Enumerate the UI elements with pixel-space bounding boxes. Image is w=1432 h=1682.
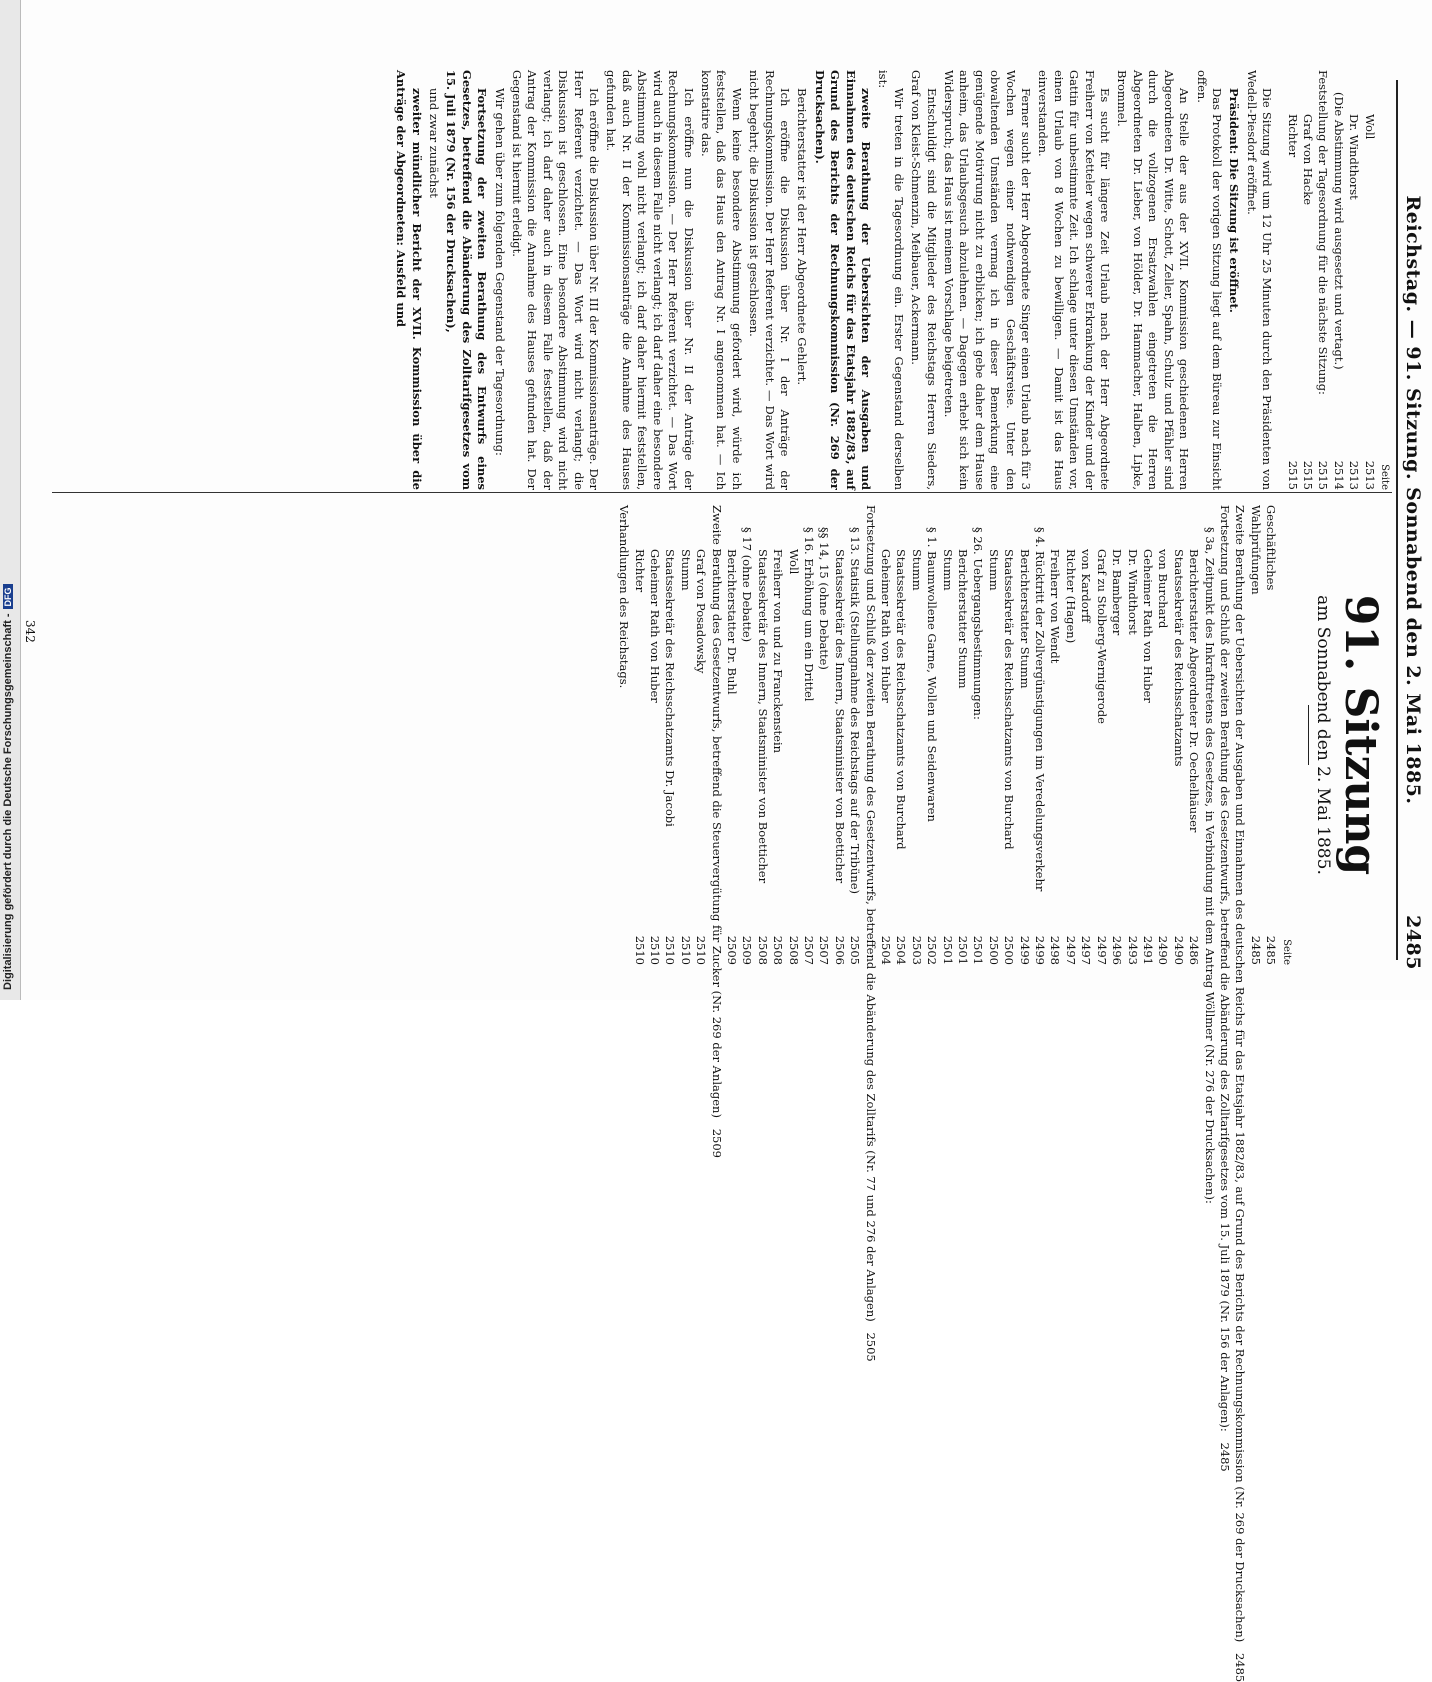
toc-entry-text: Richter: [1285, 114, 1300, 158]
toc-entry-text: § 1. Baumwollene Garne, Wollen und Seidenwaren: [925, 527, 940, 822]
toc-entry: [1140, 505, 1155, 965]
toc-entry-page: 2507: [802, 935, 816, 965]
toc-entry-text: Stumm: [940, 549, 955, 591]
toc-list: [616, 505, 1279, 1682]
toc-column: [616, 505, 1392, 1682]
toc-entry-page: 2515: [1316, 460, 1331, 490]
toc-entry: [970, 505, 985, 965]
toc-entry-page: 2493: [1125, 935, 1140, 965]
toc-entry-text: Woll: [1362, 114, 1377, 140]
toc-entry: [616, 505, 631, 965]
toc-entry: [831, 505, 846, 965]
toc-entry: [693, 505, 708, 965]
toc-entry-page: 2504: [894, 935, 909, 965]
body-column: [391, 70, 1392, 490]
toc-entry-text: von Kardorff: [1079, 549, 1094, 623]
toc-entry-page: 2501: [971, 935, 986, 965]
toc-entry-text: Graf zu Stolberg-Wernigerode: [1094, 549, 1109, 724]
toc-entry: [908, 505, 923, 965]
toc-entry-page: 2505: [863, 1332, 878, 1362]
toc-entry-text: Feststellung der Tagesordnung für die nächste Sitzung:: [1316, 70, 1331, 395]
toc-entry-text: Geschäftliches: [1264, 505, 1279, 591]
body-paragraph: und zwar zunächst: [427, 88, 442, 198]
page-number: 2485: [1402, 915, 1424, 970]
toc-entry-page: 2513: [1347, 460, 1362, 490]
session-title: 91. Sitzung: [1335, 594, 1386, 876]
toc-entry: [1346, 70, 1361, 490]
toc-entry-text: Stumm: [678, 549, 693, 591]
toc-entry-page: 2501: [940, 935, 955, 965]
toc-entry-text: von Burchard: [1156, 549, 1171, 629]
body-paragraph: zweite Berathung der Uebersichten der Ausgaben und Einnahmen des deutschen Reichs für das Etatsjahr 1882/83, auf Grund des Berichts der Rechnungskommission (Nr. 269 der Drucksachen).: [812, 70, 873, 490]
toc-entry-text: Geheimer Rath von Huber: [879, 549, 894, 703]
footer-credit-text: Digitalisierung gefördert durch die Deutsche Forschungsgemeinschaft -: [2, 613, 14, 990]
toc-entry-page: 2510: [632, 935, 647, 965]
toc-entry-page: 2485: [1264, 935, 1279, 965]
toc-entry-page: 2486: [1187, 935, 1202, 965]
toc-entry-text: Graf von Hacke: [1300, 114, 1315, 206]
toc-entry-text: § 3a, Zeitpunkt des Inkrafttretens des Gesetzes, in Verbindung mit dem Antrag Wöllmer (Nr. 276 der Drucksachen):: [1202, 527, 1217, 1204]
toc-entry-page: 2508: [771, 935, 786, 965]
toc-entry-page: 2510: [678, 935, 693, 965]
toc-entry-text: Richter (Hagen): [1063, 549, 1078, 644]
toc-entry: [1330, 70, 1345, 490]
body-paragraph: Präsident: Die Sitzung ist eröffnet.: [1227, 88, 1242, 313]
toc-entry-text: § 16. Erhöhung um ein Drittel: [802, 527, 816, 702]
toc-entry-page: 2499: [1017, 935, 1032, 965]
toc-entry: [1217, 505, 1232, 1472]
body-paragraph: zweiter mündlicher Bericht der XVII. Kommission über die Anträge der Abgeordneten: Ausfeld und: [394, 70, 424, 490]
toc-entry-text: Dr. Bamberger: [1110, 549, 1125, 636]
toc-entry-text: Berichterstatter Abgeordneter Dr. Oechelhäuser: [1187, 549, 1202, 833]
title-rule: [1308, 705, 1309, 765]
toc-entry-page: 2497: [1079, 935, 1094, 965]
toc-entry: [985, 505, 1000, 965]
toc-entry: [862, 505, 878, 1362]
toc-entry: [739, 505, 754, 965]
body-paragraph: Berichterstatter ist der Herr Abgeordnete Gehlert.: [795, 88, 810, 386]
toc-entry-text: Staatssekretär des Reichsschatzamts von Burchard: [1002, 549, 1017, 850]
column-divider: [52, 492, 1392, 493]
toc-entry-page: 2514: [1331, 460, 1346, 490]
toc-entry-page: 2497: [1094, 935, 1109, 965]
body-paragraph: Das Protokoll der vorigen Sitzung liegt auf dem Büreau zur Einsicht offen.: [1194, 70, 1224, 490]
toc-entry-text: Fortsetzung und Schluß der zweiten Berathung des Gesetzentwurfs, betreffend die Abänderung des Zolltarifgesetzes vom 15. Juli 1879 (Nr. 156 der Anlagen):: [1217, 505, 1232, 1432]
session-subtitle: am Sonnabend den 2. Mai 1885.: [1313, 595, 1333, 875]
toc-entry: [1247, 505, 1262, 965]
toc-entry-page: 2510: [663, 935, 678, 965]
toc-entry-page: 2496: [1110, 935, 1125, 965]
toc-entry: [1201, 505, 1217, 1204]
toc-entry: [647, 505, 662, 965]
toc-entry-page: 2485: [1233, 1652, 1248, 1682]
toc-entry: [816, 505, 831, 965]
seite-label-2: Seite: [1379, 464, 1390, 490]
toc-entry-page: 2509: [724, 935, 739, 965]
toc-entry-text: §§ 14, 15 (ohne Debatte): [817, 527, 832, 670]
toc-entry: [631, 505, 646, 965]
toc-entry: [893, 505, 908, 965]
toc-entry-page: 2510: [694, 935, 709, 965]
toc-entry-text: Staatssekretär des Innern, Staatsminister von Boetticher: [755, 549, 770, 884]
body-paragraph: Es sucht für längere Zeit Urlaub nach der Herr Abgeordnete Freiherr von Ketteler wegen schwerer Erkrankung der Kinder und der Gattin für unbestimmte Zeit. Ich schlage unter diesen Umständen vor, einen Urlaub von 8 Wochen zu bewilligen. — Damit ist das Haus einverstanden.: [1036, 70, 1113, 490]
toc-entry-text: Staatssekretär des Reichsschatzamts: [1171, 549, 1186, 767]
toc-entry-text: Freiherr von Wendt: [1048, 549, 1063, 664]
toc-entry-page: 2504: [879, 935, 894, 965]
toc-entry-page: 2502: [925, 935, 940, 965]
toc-entry-page: 2508: [755, 935, 770, 965]
body-paragraph: Die Sitzung wird um 12 Uhr 25 Minuten durch den Präsidenten von Wedell-Piesdorf eröffnet.: [1244, 70, 1275, 490]
toc-entry: [1284, 70, 1299, 490]
toc-entry: [955, 505, 970, 965]
toc-entry: [924, 505, 939, 965]
body-paragraph: Wenn keine besondere Abstimmung gefordert wird, würde ich feststellen, daß das Haus den Antrag Nr. I angenommen hat. — Ich konstatire das.: [698, 70, 744, 490]
toc-entry-page: 2515: [1285, 460, 1300, 490]
toc-entry-text: Dr. Windthorst: [1125, 549, 1140, 635]
toc-entry-text: Berichterstatter Stumm: [956, 549, 971, 689]
body-paragraph: Ferner sucht der Herr Abgeordnete Singer einen Urlaub nach für 3 Wochen wegen einer nothwendigen Geschäftsreise. Unter den obwaltenden Umständen vermag ich in dieser Bemerkung eine genügende Motivirung nicht zu erblicken; ich gebe daher dem Hause anheim, das Urlaubsgesuch abzulehnen. — Dagegen erhebt sich kein Widerspruch; das Haus ist meinem Vorschlage beigetreten.: [942, 70, 1034, 490]
header-rule: [1396, 80, 1398, 960]
toc-entry-text: Freiherr von und zu Franckenstein: [771, 549, 786, 754]
toc-entry-page: 2491: [1140, 935, 1155, 965]
toc-entry: [801, 505, 816, 965]
toc-entry: [1047, 505, 1062, 965]
toc-entry-text: Graf von Posadowsky: [694, 549, 709, 674]
toc-entry-text: Dr. Windthorst: [1347, 114, 1362, 200]
toc-entry-text: Staatssekretär des Reichsschatzamts von Burchard: [894, 549, 909, 850]
toc-entry: [1155, 505, 1170, 965]
toc-entry-page: 2490: [1171, 935, 1186, 965]
toc-entry-text: Verhandlungen des Reichstags.: [617, 505, 632, 689]
footer-credit: [2, 0, 18, 990]
toc-entry: [1186, 505, 1201, 965]
toc-entry: [1170, 505, 1185, 965]
toc-entry-text: Richter: [632, 549, 647, 593]
toc-entry: [770, 505, 785, 965]
toc-entry-text: Staatssekretär des Innern, Staatsminister von Boetticher: [832, 549, 847, 884]
toc-entry-page: 2507: [817, 935, 832, 965]
toc-entry: [1093, 505, 1108, 965]
toc-entry-text: § 4. Rücktritt der Zollvergünstigungen im Veredelungsverkehr: [1033, 527, 1048, 892]
toc-entry-page: 2501: [956, 935, 971, 965]
toc-entry: [878, 505, 893, 965]
toc-entry-page: 2503: [909, 935, 924, 965]
toc-entry-page: 2490: [1156, 935, 1171, 965]
toc-entry-page: 2499: [1033, 935, 1048, 965]
toc-entry: [1109, 505, 1124, 965]
toc-entry-page: 2500: [986, 935, 1001, 965]
toc-entry: [1315, 70, 1330, 490]
toc-entry: [1001, 505, 1016, 965]
toc-entry: [1078, 505, 1093, 965]
toc-entry-page: 2505: [848, 935, 863, 965]
toc-entry: [1016, 505, 1031, 965]
toc-entry-page: 2506: [832, 935, 847, 965]
toc-entry-page: 2498: [1048, 935, 1063, 965]
toc-entry-page: 2497: [1063, 935, 1078, 965]
toc-entry-page: 2515: [1300, 460, 1315, 490]
toc-entry-text: Wahlprüfungen: [1248, 505, 1263, 595]
toc-entry: [708, 505, 724, 1158]
toc-entry-text: § 13. Statistik (Stellungnahme des Reichstags auf der Tribüne): [848, 527, 863, 895]
toc-entry-page: 2485: [1248, 935, 1263, 965]
body-paragraph: Wir gehen über zum folgenden Gegenstand der Tagesordnung:: [492, 88, 507, 456]
toc-entry: [785, 505, 800, 965]
toc-entry: [939, 505, 954, 965]
toc-entry: [1232, 505, 1248, 1682]
toc-entry-text: § 17 (ohne Debatte): [740, 527, 755, 643]
toc-entry-page: 2510: [647, 935, 662, 965]
toc-entry-text: Zweite Berathung des Gesetzentwurfs, betreffend die Steuervergütung für Zucker (Nr. 269 der Anlagen): [709, 505, 724, 1118]
toc-entry-page: 2485: [1217, 1442, 1232, 1472]
toc-entry-text: Zweite Berathung der Uebersichten der Ausgaben und Einnahmen des deutschen Reichs für das Etatsjahr 1882/83, auf Grund des Berichts der Rechnungskommission (Nr. 269 der Drucksachen): [1233, 505, 1248, 1643]
toc-entry: [724, 505, 739, 965]
toc-entry-page: 2509: [740, 935, 755, 965]
toc-entry-text: Stumm: [909, 549, 924, 591]
toc-entry: [754, 505, 769, 965]
toc-entry: [1361, 70, 1376, 490]
sheet-signature: 342: [23, 620, 37, 643]
toc-entry: [662, 505, 677, 965]
toc-entry: [1063, 505, 1078, 965]
toc-entry-text: § 26. Uebergangsbestimmungen:: [971, 527, 986, 720]
toc-entry-text: Woll: [786, 549, 801, 575]
body-toc-list: [1284, 70, 1376, 490]
body-paragraph: Ich eröffne nun die Diskussion über Nr. II der Anträge der Rechnungskommission. — Der Herr Referent verzichtet. — Das Wort wird auch in diesem Falle nicht verlangt; ich darf daher eine besondere Abstimmung wohl nicht verlangt; ich darf daher hiermit feststellen, daß auch Nr. II der Kommissionsanträge die Annahme des Hauses gefunden hat.: [604, 70, 696, 490]
toc-entry: [847, 505, 862, 965]
body-paragraph: Wir treten in die Tagesordnung ein. Erster Gegenstand derselben ist:: [876, 70, 906, 490]
dfg-logo: DFG: [3, 584, 13, 609]
toc-entry-text: Staatssekretär des Reichsschatzamts Dr. Jacobi: [663, 549, 678, 827]
seite-label: Seite: [1280, 939, 1292, 965]
body-paragraph: Entschuldigt sind die Mitglieder des Reichstags Herren Sieders, Graf von Kleist-Schmenzin, Meibauer, Ackermann.: [909, 70, 939, 490]
toc-entry: [1263, 505, 1278, 965]
toc-entry: [1300, 70, 1315, 490]
toc-entry-page: 2500: [1002, 935, 1017, 965]
toc-entry-text: Berichterstatter Dr. Buhl: [724, 549, 739, 695]
toc-entry: [677, 505, 692, 965]
footer-bar: [0, 0, 21, 1000]
toc-entry-text: (Die Abstimmung wird ausgesetzt und vertagt.): [1331, 92, 1346, 370]
toc-entry: [1032, 505, 1047, 965]
body-paragraph: An Stelle der aus der XVII. Kommission geschiedenen Herren Abgeordneten Dr. Witte, Schott, Zeller, Spahn, Schulz und Pfähler sind durch die vollzogenen Ersatzwahlen eingetreten die Herren Abgeordneten Dr. Lieber, von Hölder, Dr. Hammacher, Halben, Lipke, Brommel.: [1115, 70, 1192, 490]
toc-entry-text: Stumm: [986, 549, 1001, 591]
toc-entry-page: 2513: [1362, 460, 1377, 490]
running-header: Reichstag. — 91. Sitzung. Sonnabend den 2. Mai 1885.: [1402, 195, 1424, 805]
body-paragraph: Fortsetzung der zweiten Berathung des Entwurfs eines Gesetzes, betreffend die Abänderung des Zolltarifgesetzes vom 15. Juli 1879 (Nr. 156 der Drucksachen),: [444, 70, 490, 490]
body-paragraph: Ich eröffne die Diskussion über Nr. III der Kommissionsanträge. Der Herr Referent verzichtet. — Das Wort wird nicht verlangt; die Diskussion ist geschlossen. Eine besondere Abstimmung wird nicht verlangt; ich darf daher auch in diesem Falle feststellen, daß der Antrag der Kommission die Annahme des Hauses gefunden hat. Der Gegenstand ist hiermit erledigt.: [510, 70, 602, 490]
toc-entry-page: 2509: [709, 1128, 724, 1158]
toc-entry-text: Geheimer Rath von Huber: [647, 549, 662, 703]
toc-entry-page: 2508: [786, 935, 801, 965]
toc-entry-text: Berichterstatter Stumm: [1017, 549, 1032, 689]
body-paragraph: Ich eröffne die Diskussion über Nr. I der Anträge der Rechnungskommission. Der Herr Referent verzichtet. — Das Wort wird nicht begehrt; die Diskussion ist geschlossen.: [747, 70, 792, 490]
toc-entry: [1124, 505, 1139, 965]
body-paragraphs: [393, 70, 1274, 490]
toc-entry-text: Geheimer Rath von Huber: [1140, 549, 1155, 703]
toc-entry-text: Fortsetzung und Schluß der zweiten Berathung des Gesetzentwurfs, betreffend die Abänderung des Zolltarifs (Nr. 77 und 276 der Anlagen): [863, 505, 878, 1322]
